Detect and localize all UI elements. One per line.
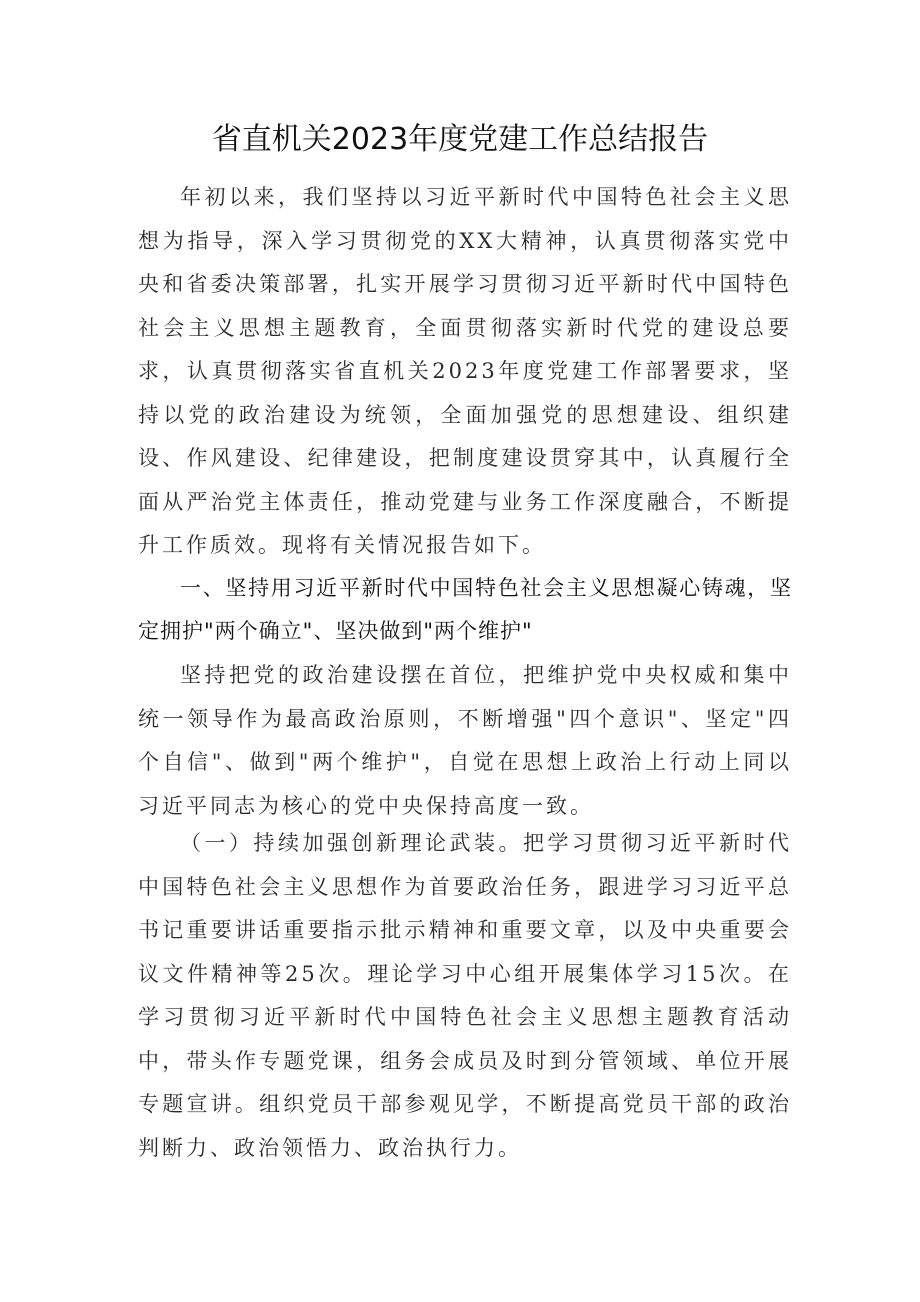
subsection-1-paragraph: （一）持续加强创新理论武装。把学习贯彻习近平新时代中国特色社会主义思想作为首要政治任务，跟进学习习近平总书记重要讲话重要指示批示精神和重要文章，以及中央重要会议文件精神等25次。理论学习中心组开展集体学习15次。在学习贯彻习近平新时代中国特色社会主义思想主题教育活动中，带头作专题党课，组务会成员及时到分管领域、单位开展专题宣讲。组织党员干部参观见学，不断提高党员干部的政治判断力、政治领悟力、政治执行力。: [138, 831, 792, 1160]
section-1-heading: 一、坚持用习近平新时代中国特色社会主义思想凝心铸魂，坚定拥护"两个确立"、坚决做到"两个维护": [138, 576, 792, 643]
section-1-paragraph: 坚持把党的政治建设摆在首位，把维护党中央权威和集中统一领导作为最高政治原则，不断增强"四个意识"、坚定"四个自信"、做到"两个维护"，自觉在思想上政治上行动上同以习近平同志为核心的党中央保持高度一致。: [138, 663, 792, 818]
intro-paragraph: 年初以来，我们坚持以习近平新时代中国特色社会主义思想为指导，深入学习贯彻党的XX大精神，认真贯彻落实党中央和省委决策部署，扎实开展学习贯彻习近平新时代中国特色社会主义思想主题教育，全面贯彻落实新时代党的建设总要求，认真贯彻落实省直机关2023年度党建工作部署要求，坚持以党的政治建设为统领，全面加强党的思想建设、组织建设、作风建设、纪律建设，把制度建设贯穿其中，认真履行全面从严治党主体责任，推动党建与业务工作深度融合，不断提升工作质效。现将有关情况报告如下。: [138, 185, 792, 557]
document-title: 省直机关2023年度党建工作总结报告: [211, 122, 709, 157]
